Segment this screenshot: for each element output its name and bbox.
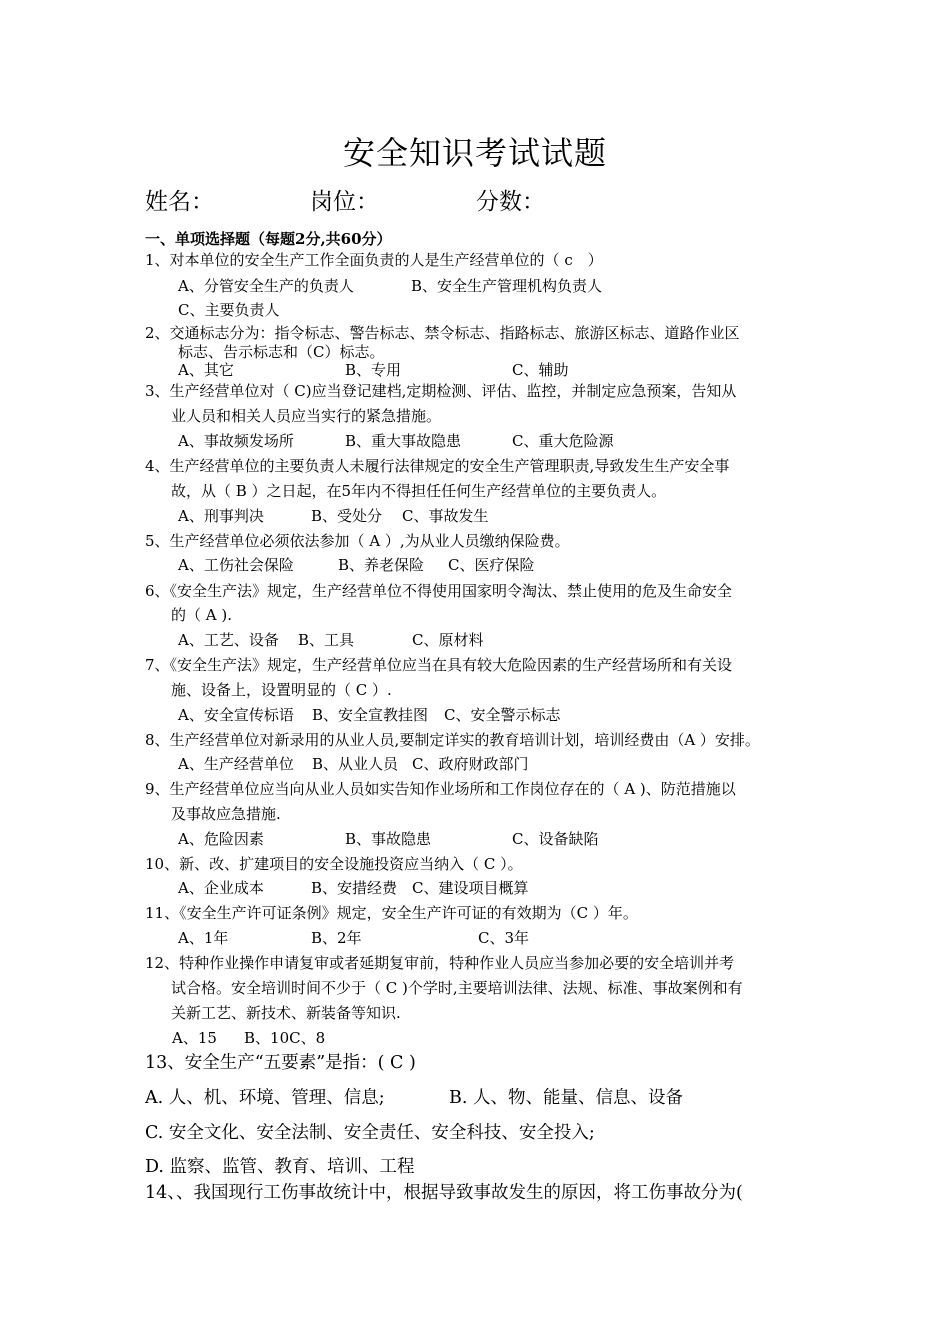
option-a: A、刑事判决 — [178, 507, 264, 525]
document-title: 安全知识考试试题 — [342, 134, 607, 172]
option-d: D. 监察、监管、教育、培训、工程 — [145, 1157, 415, 1177]
question-4: 4、生产经营单位的主要负责人未履行法律规定的安全生产管理职责,导致发生生产安全事 — [145, 457, 730, 475]
question-6: 6、《安全生产法》规定，生产经营单位不得使用国家明令淘汰、禁止使用的危及生命安全 — [145, 582, 733, 600]
question-9-continued: 及事故应急措施. — [171, 805, 281, 823]
question-13: 13、安全生产“五要素”是指：( C ) — [145, 1053, 416, 1073]
option-a: A、工艺、设备 — [178, 631, 279, 649]
option-c: C、建设项目概算 — [412, 879, 529, 897]
option-b: B、2年 — [311, 929, 362, 947]
option-a: A、1年 — [178, 929, 229, 947]
option-a: A、生产经营单位 — [178, 755, 294, 773]
option-b: B、事故隐患 — [345, 830, 432, 848]
option-c: C、安全警示标志 — [444, 706, 561, 724]
position-field-label: 岗位： — [310, 189, 379, 215]
question-3-continued: 业人员和相关人员应当实行的紧急措施。 — [171, 407, 442, 425]
option-c: C、事故发生 — [402, 507, 489, 525]
question-3: 3、生产经营单位对（ C)应当登记建档,定期检测、评估、监控，并制定应急预案，告知从 — [145, 382, 737, 400]
section-heading: 一、单项选择题（每题2分,共60分） — [145, 230, 392, 248]
option-c: C、主要负责人 — [178, 301, 280, 319]
question-1: 1、对本单位的安全生产工作全面负责的人是生产经营单位的（ c ） — [145, 251, 603, 269]
question-12-continued: 试合格。安全培训时间不少于（ C )个学时,主要培训法律、法规、标准、事故案例和有 — [171, 979, 743, 997]
option-b: B、重大事故隐患 — [345, 432, 462, 450]
question-8: 8、生产经营单位对新录用的从业人员,要制定详实的教育培训计划，培训经费由（A ）安排。 — [145, 731, 760, 749]
question-12: 12、特种作业操作申请复审或者延期复审前，特种作业人员应当参加必要的安全培训并考 — [145, 954, 735, 972]
option-c: C、重大危险源 — [512, 432, 614, 450]
option-a: A、工伤社会保险 — [178, 556, 294, 574]
question-12-continued-2: 关新工艺、新技术、新装备等知识. — [171, 1004, 401, 1022]
name-field-label: 姓名： — [145, 189, 214, 215]
option-a: A、企业成本 — [178, 879, 264, 897]
question-9: 9、生产经营单位应当向从业人员如实告知作业场所和工作岗位存在的（ A )、防范措施以 — [145, 780, 736, 798]
question-10: 10、新、改、扩建项目的安全设施投资应当纳入（ C ）。 — [145, 855, 523, 873]
option-c: C、设备缺陷 — [512, 830, 599, 848]
option-a: A、事故频发场所 — [178, 432, 294, 450]
option-a: A、危险因素 — [178, 830, 264, 848]
option-a: A、其它 — [178, 361, 234, 379]
option-b: B、安全宣教挂图 — [312, 706, 429, 724]
option-c: C、原材料 — [412, 631, 484, 649]
option-b: B、从业人员 — [312, 755, 399, 773]
option-b: B、受处分 — [311, 507, 383, 525]
question-6-continued: 的（ A ). — [171, 606, 232, 624]
option-b: B、工具 — [298, 631, 355, 649]
option-b: B、安措经费 — [311, 879, 398, 897]
option-c: C、3年 — [478, 929, 530, 947]
score-field-label: 分数： — [476, 189, 545, 215]
option-a: A、安全宣传标语 — [178, 706, 294, 724]
question-2: 2、交通标志分为：指令标志、警告标志、禁令标志、指路标志、旅游区标志、道路作业区 — [145, 324, 740, 342]
question-7-continued: 施、设备上，设置明显的（ C ）. — [171, 681, 392, 699]
option-c: C、辅助 — [512, 361, 569, 379]
question-7: 7、《安全生产法》规定，生产经营单位应当在具有较大危险因素的生产经营场所和有关设 — [145, 656, 733, 674]
question-4-continued: 故，从（ B ）之日起，在5年内不得担任任何生产经营单位的主要负责人。 — [171, 482, 667, 500]
option-b: B、专用 — [345, 361, 402, 379]
question-5: 5、生产经营单位必须依法参加（ A ）,为从业人员缴纳保险费。 — [145, 532, 570, 550]
question-14: 14、、我国现行工伤事故统计中，根据导致事故发生的原因，将工伤事故分为( — [145, 1183, 743, 1203]
option-b: B、养老保险 — [338, 556, 425, 574]
option-b: B、10C、8 — [244, 1029, 326, 1047]
option-b: B、安全生产管理机构负责人 — [411, 277, 603, 295]
option-c: C. 安全文化、安全法制、安全责任、安全科技、安全投入; — [145, 1123, 595, 1143]
option-c: C、医疗保险 — [448, 556, 535, 574]
option-b: B. 人、物、能量、信息、设备 — [449, 1088, 683, 1108]
question-11: 11、《安全生产许可证条例》规定，安全生产许可证的有效期为（C ）年。 — [145, 904, 638, 922]
option-a: A、15 — [172, 1029, 217, 1047]
option-a: A、分管安全生产的负责人 — [178, 277, 354, 295]
question-2-continued: 标志、告示标志和（C）标志。 — [178, 343, 385, 361]
option-a: A. 人、机、环境、管理、信息; — [145, 1088, 385, 1108]
option-c: C、政府财政部门 — [412, 755, 529, 773]
